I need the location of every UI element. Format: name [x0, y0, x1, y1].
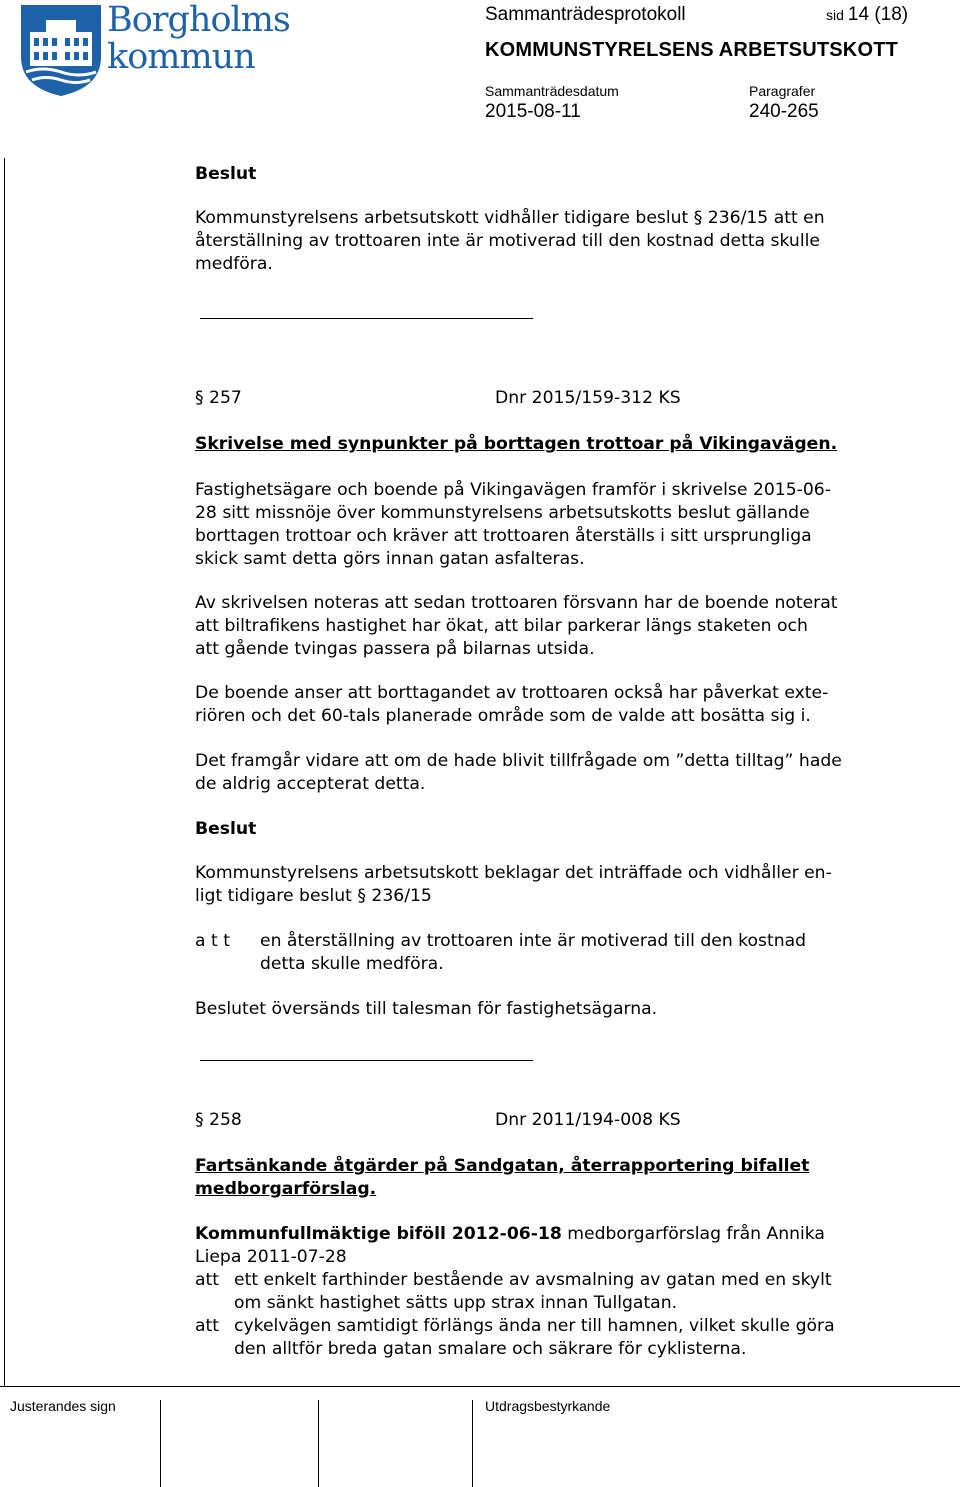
att-label: att: [195, 1270, 220, 1290]
date-label: Sammanträdesdatum: [485, 83, 619, 99]
signature-label: Justerandes sign: [10, 1398, 116, 1414]
body-paragraph: Kommunfullmäktige biföll 2012-06-18 medborgarförslag från Annika Liepa 2011-07-28: [195, 1224, 825, 1267]
coat-of-arms-icon: [18, 2, 104, 98]
case-number: Dnr 2011/194-008 KS: [495, 1110, 681, 1130]
signature-box-divider: [318, 1400, 319, 1487]
paragraph-title: Fartsänkande åtgärder på Sandgatan, återrapportering bifallet medborgarförslag.: [195, 1156, 810, 1199]
logo-wordmark: Borgholms kommun: [107, 0, 290, 77]
decision-text: Kommunstyrelsens arbetsutskott vidhåller tidigare beslut § 236/15 att en återställning av trottoaren inte är motiverad till den kostnad detta skulle medföra.: [195, 208, 825, 274]
paragraph-range: 240-265: [749, 101, 819, 122]
footer-rule: [0, 1386, 960, 1387]
page-number: sid 14 (18): [826, 4, 909, 25]
paragraph-number: § 257: [195, 388, 242, 408]
paragraphs-label: Paragrafer: [749, 83, 816, 99]
section-divider: [200, 318, 533, 319]
extract-label: Utdragsbestyrkande: [485, 1398, 611, 1414]
paragraph-number: § 258: [195, 1110, 242, 1130]
margin-line: [4, 158, 5, 1386]
signature-box-divider: [472, 1400, 473, 1487]
body-paragraph: Fastighetsägare och boende på Vikingavägen framför i skrivelse 2015-06- 28 sitt missnöje över kommunstyrelsens arbetsutskotts beslut gällande borttagen trottoar och kräver att trottoaren återställs i sitt ursprungliga skick samt detta görs innan gatan asfalteras.: [195, 480, 831, 569]
section-divider: [200, 1060, 533, 1061]
att-label: att: [195, 1316, 220, 1336]
decision-heading: Beslut: [195, 819, 257, 839]
paragraph-title: Skrivelse med synpunkter på borttagen trottoar på Vikingavägen.: [195, 434, 838, 454]
signature-box-divider: [160, 1400, 161, 1487]
body-paragraph: Av skrivelsen noteras att sedan trottoaren försvann har de boende noterat att biltrafikens hastighet har ökat, att bilar parkerar längs staketen och att gående tvingas passera på bilarnas utsida.: [195, 593, 838, 659]
att-clause: en återställning av trottoaren inte är motiverad till den kostnad detta skulle medföra.: [260, 931, 807, 974]
body-paragraph: De boende anser att borttagandet av trottoaren också har påverkat exte- riören och det 60-tals planerade område som de valde att bosätta sig i.: [195, 683, 829, 726]
section-heading: Beslut: [195, 164, 257, 184]
att-clause: cykelvägen samtidigt förlängs ända ner till hamnen, vilket skulle göra den alltför breda gatan smalare och säkrare för cyklisterna.: [234, 1316, 835, 1359]
att-clause: ett enkelt farthinder bestående av avsmalning av gatan med en skylt om sänkt hastighet sätts upp strax innan Tullgatan.: [234, 1270, 832, 1313]
meeting-date: 2015-08-11: [485, 101, 581, 122]
document-type: Sammanträdesprotokoll: [485, 4, 686, 25]
att-label: a t t: [195, 931, 230, 951]
organ-title: KOMMUNSTYRELSENS ARBETSUTSKOTT: [485, 39, 899, 61]
case-number: Dnr 2015/159-312 KS: [495, 388, 681, 408]
decision-text: Kommunstyrelsens arbetsutskott beklagar det inträffade och vidhåller en- ligt tidigare beslut § 236/15: [195, 863, 832, 906]
body-paragraph: Det framgår vidare att om de hade blivit tillfrågade om ”detta tilltag” hade de aldrig accepterat detta.: [195, 751, 842, 794]
distribution-note: Beslutet översänds till talesman för fastighetsägarna.: [195, 999, 658, 1019]
